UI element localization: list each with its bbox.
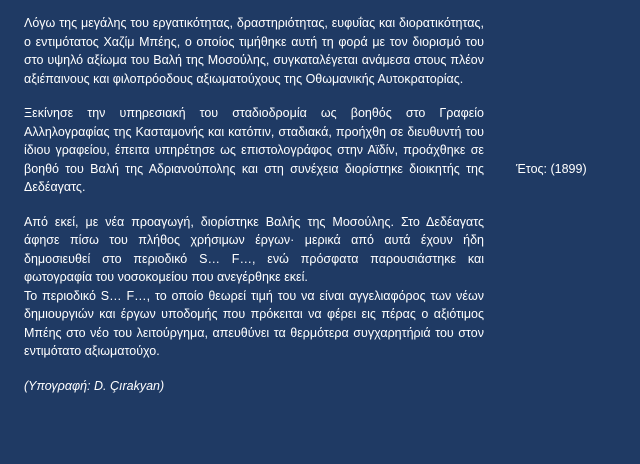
paragraph-congratulations: Το περιοδικό S… F…, το οποίο θεωρεί τιμή του να είναι αγγελιαφόρος των νέων δημιουργιών και έργων υποδομής που πρόκειται να φέρει εις πέρας ο αξιότιμος Μπέης στο νέο του λειτούργημα, απευθύνει τα θερμότερα συγχαρητήριά του στον εντιμότατο αξιωματούχο. xyxy=(24,288,484,358)
document-body xyxy=(24,14,484,395)
paragraph-career: Ξεκίνησε την υπηρεσιακή του σταδιοδρομία ως βοηθός στο Γραφείο Αλληλογραφίας της Κασταμονής και κατόπιν, σταδιακά, προήχθη σε διευθυντή του ίδιου γραφείου, έπειτα υπηρέτησε ως επιστολογράφος στην Αϊδίν, προάχθηκε σε βοηθό του Βαλή της Αδριανούπολης και στη συνέχεια διορίστηκε διοικητής της Δεδέαγατς. xyxy=(24,106,484,194)
signature: (Υπογραφή: D. Çırakyan) xyxy=(24,378,165,393)
paragraph-appointment: Από εκεί, με νέα προαγωγή, διορίστηκε Βαλής της Μοσούλης. Στο Δεδέαγατς άφησε πίσω του πλήθος χρήσιμων έργων· μερικά από αυτά έχουν ήδη δημοσιευθεί στο περιοδικό S… F…, ενώ πρόσφατα παρουσιάστηκε και φωτογραφία του νοσοκομείου που ανεγέρθηκε εκεί. xyxy=(24,214,484,284)
year-label: Έτος: (1899) xyxy=(516,162,587,176)
paragraph-introduction: Λόγω της μεγάλης του εργατικότητας, δραστηριότητας, ευφυΐας και διορατικότητας, ο εντιμότατος Χαζίμ Μπέης, ο οποίος τιμήθηκε αυτή τη φορά με τον διορισμό του στο υψηλό αξίωμα του Βαλή της Μοσούλης, συγκαταλέγεται ανάμεσα στους πλέον αξιέπαινους και φιλοπρόοδους αξιωματούχους της Οθωμανικής Αυτοκρατορίας. xyxy=(24,16,484,86)
